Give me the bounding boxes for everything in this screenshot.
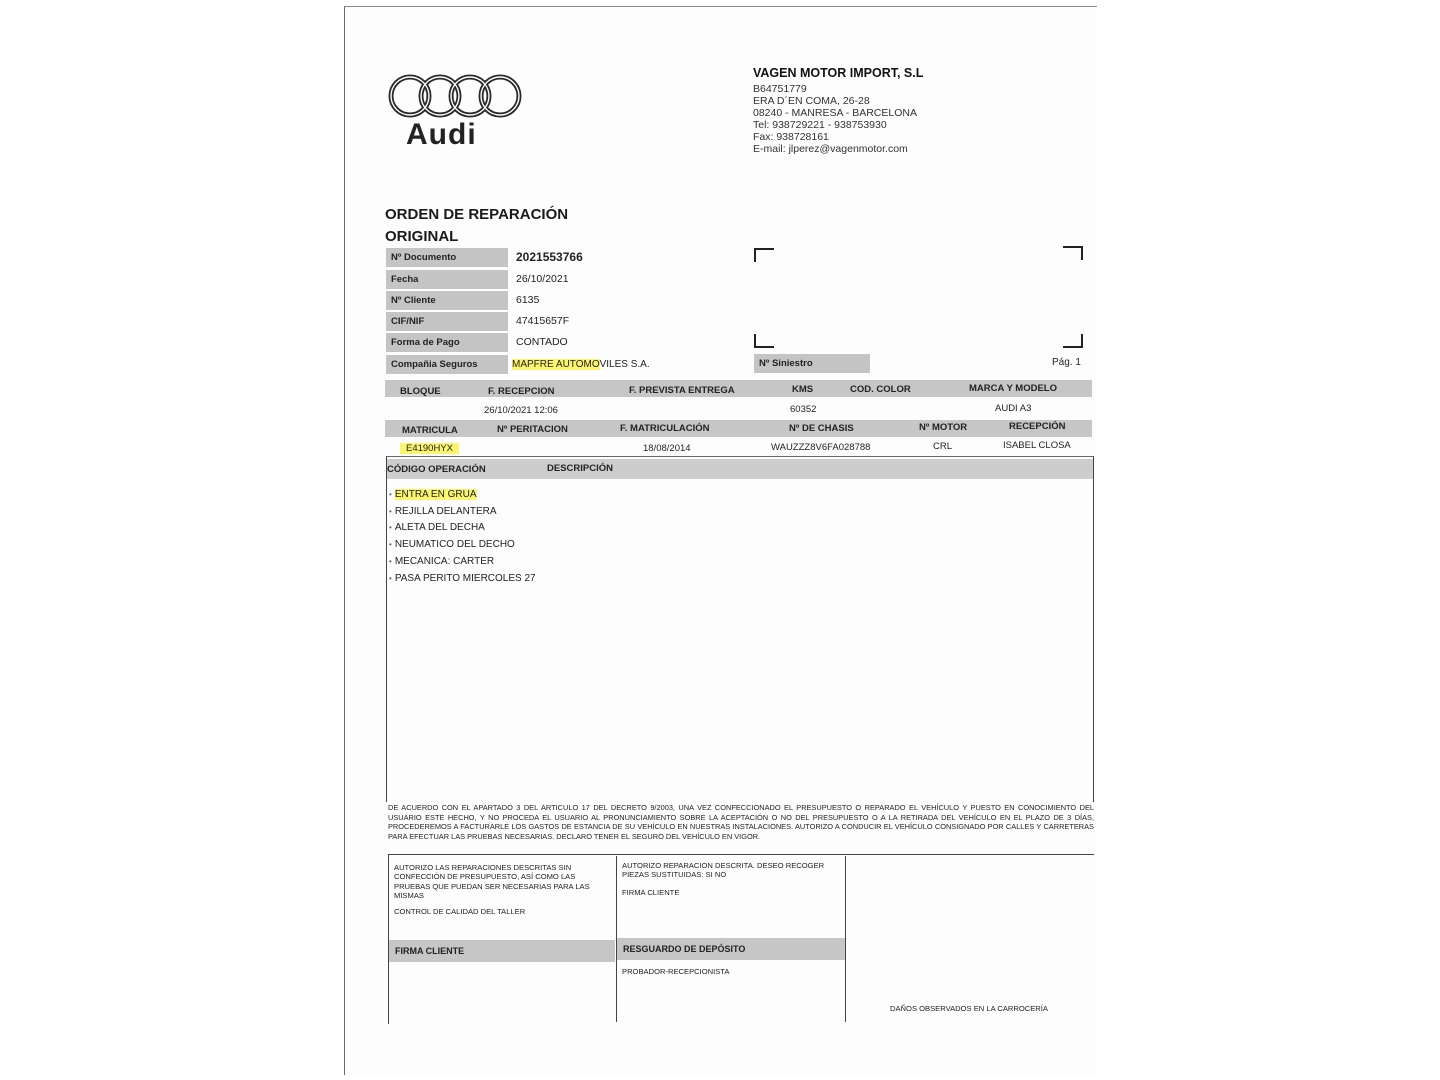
bottom-divider: [388, 854, 1094, 855]
corner-mark-br: [1063, 334, 1083, 348]
title-line-1: ORDEN DE REPARACIÓN: [385, 206, 569, 223]
danos-label: DAÑOS OBSERVADOS EN LA CARROCERÍA: [890, 1004, 1048, 1013]
header-chasis: Nº DE CHASIS: [789, 423, 854, 434]
company-info: [753, 67, 923, 155]
value-matricula: E4190HYX: [400, 443, 459, 454]
legal-notice: DE ACUERDO CON EL APARTADO 3 DEL ARTICULO 17 DEL DECRETO 9/2003, UNA VEZ CONFECCIONADO EL PRESUPUESTO O REPARADO EL VEHÍCULO Y PUESTO EN CONOCIMIENTO DEL USUARIO ESTE HECHO, Y NO PROCEDA EL USUARIO AL PRONUNCIAMIENTO SOBRE LA ACEPTACIÓN O NO DEL PRESUPUESTO O A LA RETIRADA DEL VEHÍCULO EN EL PLAZO DE 3 DÍAS, PROCEDEREMOS A FACTURARLE LOS GASTOS DE ESTANCIA DE SU VEHÍCULO EN NUESTRAS INSTALACIONES. AUTORIZO A CONDUCIR EL VEHÍCULO CONSIGNADO POR CALLES Y CARRETERAS PARA EFECTUAR LAS PRUEBAS NECESARIAS. DECLARO TENER EL SEGURO DEL VEHÍCULO EN VIGOR.: [388, 803, 1094, 841]
value-marca-modelo: AUDI A3: [995, 403, 1032, 414]
header-f-matriculacion: F. MATRICULACIÓN: [620, 423, 710, 434]
header-motor: Nº MOTOR: [919, 422, 968, 433]
value-seguros: [512, 359, 650, 370]
bottom-left-border: [388, 854, 389, 1024]
label-documento: Nº Documento: [386, 248, 508, 267]
header-codigo-operacion: CÓDIGO OPERACIÓN: [387, 464, 486, 475]
value-cliente: 6135: [516, 294, 540, 306]
label-cliente: Nº Cliente: [386, 291, 508, 310]
header-descripcion: DESCRIPCIÓN: [547, 463, 613, 474]
page-title: [385, 204, 568, 248]
bullet-icon: •: [389, 490, 392, 499]
vehicle-header-row-2: [385, 420, 1092, 437]
operations-header: [387, 459, 1093, 479]
quality-control-label: CONTROL DE CALIDAD DEL TALLER: [394, 907, 526, 916]
label-siniestro: Nº Siniestro: [754, 354, 870, 373]
label-seguros: Compañia Seguros: [386, 355, 508, 374]
insurer-rest: VILES S.A.: [599, 359, 650, 370]
firma-cliente-small: FIRMA CLIENTE: [622, 888, 680, 897]
header-recepcion: RECEPCIÓN: [1009, 421, 1066, 432]
value-recepcion: ISABEL CLOSA: [1003, 440, 1071, 451]
header-peritacion: Nº PERITACION: [497, 424, 568, 435]
header-f-prevista: F. PREVISTA ENTREGA: [629, 385, 735, 396]
value-f-matriculacion: 18/08/2014: [643, 443, 691, 454]
resguardo-deposito-box: RESGUARDO DE DEPÓSITO: [617, 938, 845, 960]
corner-mark-tl: [754, 248, 774, 262]
corner-mark-tr: [1063, 246, 1083, 260]
value-forma-pago: CONTADO: [516, 336, 568, 348]
value-kms: 60352: [790, 404, 817, 415]
company-fax: Fax: 938728161: [753, 130, 829, 143]
firma-cliente-box: FIRMA CLIENTE: [389, 940, 615, 962]
company-address: ERA D´EN COMA, 26-28: [753, 94, 870, 107]
operations-box: [386, 456, 1094, 802]
title-line-2: ORIGINAL: [385, 228, 459, 245]
value-cif: 47415657F: [516, 315, 570, 327]
value-documento: 2021553766: [516, 250, 583, 264]
operation-item: • ENTRA EN GRUA: [389, 489, 477, 500]
bullet-icon: •: [389, 574, 392, 583]
company-phone: Tel: 938729221 - 938753930: [753, 118, 887, 131]
operation-item: • ALETA DEL DECHA: [389, 522, 485, 533]
page-number: Pág. 1: [1052, 357, 1081, 368]
operation-item: • PASA PERITO MIERCOLES 27: [389, 573, 536, 584]
header-kms: KMS: [792, 384, 814, 395]
company-cif: B64751779: [753, 82, 807, 95]
brand-logo-text: Audi: [406, 118, 477, 151]
value-fecha: 26/10/2021: [516, 273, 569, 285]
value-f-recepcion: 26/10/2021 12:06: [484, 405, 558, 416]
operation-item: • NEUMATICO DEL DECHO: [389, 539, 515, 550]
bullet-icon: •: [389, 540, 392, 549]
probador-label: PROBADOR-RECEPCIONISTA: [622, 967, 730, 976]
corner-mark-bl: [754, 334, 774, 348]
operation-item: • MECANICA: CARTER: [389, 556, 495, 567]
bottom-column-divider-2: [845, 856, 846, 1022]
authorize-repair-text: AUTORIZO REPARACION DESCRITA. DESEO RECOGER PIEZAS SUSTITUIDAS: SI NO: [622, 861, 825, 880]
header-marca-modelo: MARCA Y MODELO: [969, 383, 1057, 394]
insurer-highlighted: MAPFRE AUTOMO: [512, 359, 600, 370]
bullet-icon: •: [389, 507, 392, 516]
value-chasis: WAUZZZ8V6FA028788: [771, 442, 871, 453]
bullet-icon: •: [389, 557, 392, 566]
header-cod-color: COD. COLOR: [850, 384, 911, 395]
label-forma-pago: Forma de Pago: [386, 333, 508, 352]
company-email: E-mail: jlperez@vagenmotor.com: [753, 142, 908, 155]
value-motor: CRL: [933, 441, 953, 452]
authorize-text: AUTORIZO LAS REPARACIONES DESCRITAS SIN CONFECCIÓN DE PRESUPUESTO, ASÍ COMO LAS PRUEBAS QUE PUEDAN SER NECESARIAS PARA LAS MISMAS: [394, 863, 590, 901]
header-f-recepcion: F. RECEPCION: [488, 386, 555, 397]
bullet-icon: •: [389, 523, 392, 532]
label-fecha: Fecha: [386, 270, 508, 289]
company-name: VAGEN MOTOR IMPORT, S.L: [753, 66, 924, 80]
label-cif: CIF/NIF: [386, 312, 508, 331]
header-bloque: BLOQUE: [400, 386, 441, 397]
header-matricula: MATRICULA: [402, 425, 458, 436]
company-city: 08240 - MANRESA - BARCELONA: [753, 106, 917, 119]
operation-item: • REJILLA DELANTERA: [389, 506, 497, 517]
